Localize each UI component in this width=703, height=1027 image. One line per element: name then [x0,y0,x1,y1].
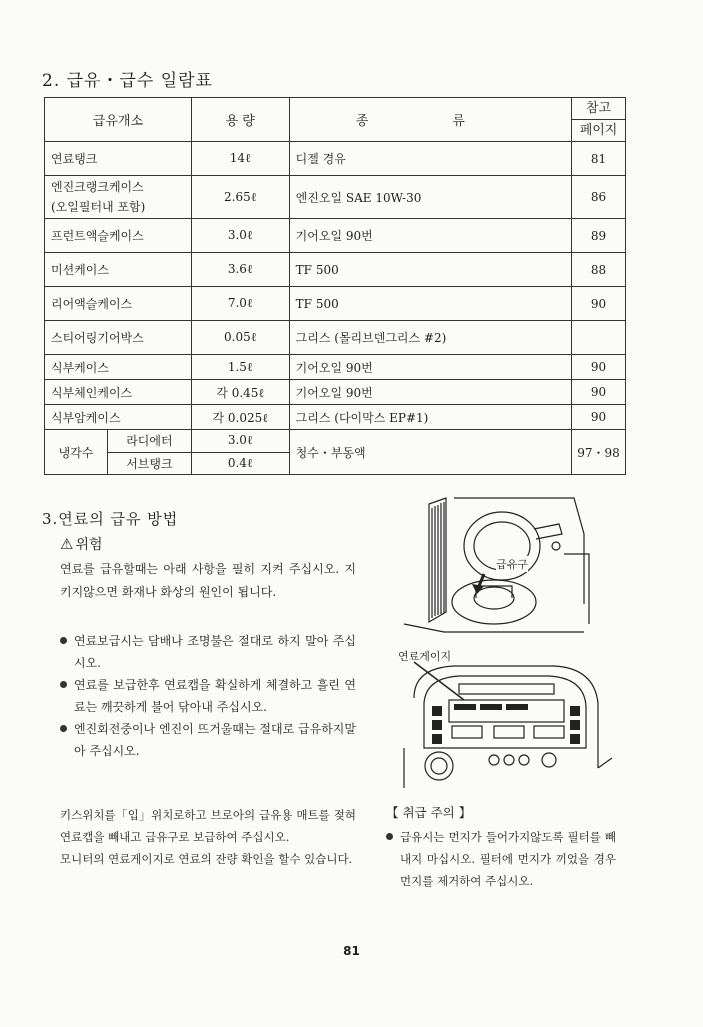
table-row [45,176,626,219]
table-row [45,287,626,321]
coolant-sub1: 라디에터 [108,430,191,453]
caution-list [386,826,616,892]
table-row [45,253,626,287]
cell-type: TF 500 [289,287,571,321]
cell-type: 디젤 경유 [289,142,571,176]
cell-type: 엔진오일 SAE 10W-30 [289,176,571,219]
list-item-text: 급유시는 먼지가 들어가지않도록 필터를 빼내지 마십시오. 필터에 먼지가 끼었을 경우 먼지를 제거하여 주십시오. [400,830,616,888]
list-item-text: 엔진회전중이나 엔진이 뜨거울때는 절대로 급유하지말아 주십시오. [74,722,356,758]
cell-location: 스티어링기어박스 [45,321,192,355]
header-ref-line1: 참고 [572,98,625,120]
cell-location: 연료탱크 [45,142,192,176]
cell-capacity: 각 0.025ℓ [191,405,289,430]
cell-capacity: 2.65ℓ [191,176,289,219]
fuel-gauge-label: 연료게이지 [398,650,452,663]
cell-location-line1: 엔진크랭크케이스 [51,180,144,194]
warning-triangle-icon: ⚠ [60,535,74,553]
table-row [45,355,626,380]
coolant-cap1: 3.0ℓ [192,430,289,453]
table-row-coolant [45,430,626,475]
cell-capacity: 1.5ℓ [191,355,289,380]
cell-coolant [45,430,192,475]
cell-page: 88 [572,253,626,287]
fuel-inlet-label: 급유구 [496,558,528,571]
cell-type: TF 500 [289,253,571,287]
list-item [60,718,356,762]
coolant-sub2: 서브탱크 [126,456,173,471]
header-ref-line2: 페이지 [579,123,618,138]
cell-capacity: 3.6ℓ [191,253,289,287]
cell-capacity: 14ℓ [191,142,289,176]
section-2-title: 2. 급유・급수 일람표 [42,71,213,91]
list-item [60,674,356,718]
fuel-instructions [60,804,356,870]
header-type: 종 류 [289,98,571,142]
list-item-text: 연료보급시는 담배나 조명불은 절대로 하지 말아 주십시오. [74,634,356,670]
cell-type: 청수・부동액 [289,430,571,475]
cell-location: 식부체인케이스 [45,380,192,405]
bullet-icon [60,637,67,644]
table-row [45,380,626,405]
page-number: 81 [343,944,360,958]
warning-title: 위험 [75,537,103,553]
table-header-row [45,98,626,142]
list-item [60,630,356,674]
table-row [45,142,626,176]
fuel-instructions-text-2: 모니터의 연료게이지로 연료의 잔량 확인을 할수 있습니다. [60,852,353,866]
warning-heading [60,534,103,554]
cell-coolant-capacity [191,430,289,475]
coolant-cap2: 0.4ℓ [227,455,253,470]
cell-location: 식부암케이스 [45,405,192,430]
cell-location: 미션케이스 [45,253,192,287]
cell-page: 90 [572,355,626,380]
cell-page: 89 [572,219,626,253]
fluid-capacity-table [44,97,626,475]
caution-heading: 【 취급 주의 】 [386,805,472,820]
cell-type: 그리스 (몰리브덴그리스 #2) [289,321,571,355]
cell-location: 리어액슬케이스 [45,287,192,321]
cell-page [572,321,626,355]
header-capacity: 용 량 [191,98,289,142]
coolant-label: 냉각수 [45,430,108,474]
cell-page: 90 [572,405,626,430]
list-item [386,826,616,892]
cell-page: 81 [572,142,626,176]
cell-page: 90 [572,380,626,405]
cell-location [45,176,192,219]
cell-page: 97・98 [572,430,626,475]
cell-type: 기어오일 90번 [289,219,571,253]
fuel-gauge-illustration [384,648,614,788]
cell-type: 그리스 (다이막스 EP#1) [289,405,571,430]
table-row [45,321,626,355]
fuel-inlet-illustration [384,494,599,636]
bullet-icon [60,681,67,688]
cell-page: 86 [572,176,626,219]
cell-capacity: 0.05ℓ [191,321,289,355]
section-3-title: 3.연료의 급유 방법 [42,510,179,528]
cell-location: 프런트액슬케이스 [45,219,192,253]
header-location: 급유개소 [45,98,192,142]
warning-list [60,630,356,762]
cell-location: 식부케이스 [45,355,192,380]
cell-type: 기어오일 90번 [289,380,571,405]
list-item-text: 연료를 보급한후 연료캡을 확실하게 체결하고 흘린 연료는 깨끗하게 불어 닦아내 주십시오. [74,678,356,714]
cell-capacity: 3.0ℓ [191,219,289,253]
warning-text: 연료를 급유할때는 아래 사항을 필히 지켜 주십시오. 지키지않으면 화재나 화상의 원인이 됩니다. [60,562,356,599]
table-row [45,219,626,253]
cell-type: 기어오일 90번 [289,355,571,380]
header-ref-page [572,98,626,142]
cell-capacity: 각 0.45ℓ [191,380,289,405]
cell-location-line2: (오일필터내 포함) [51,200,146,214]
bullet-icon [386,833,393,840]
table-row [45,405,626,430]
cell-page: 90 [572,287,626,321]
fuel-instructions-text-1: 키스위치를「입」위치로하고 브로아의 급유용 매트를 젖혀 연료캡을 빼내고 급유구로 보급하여 주십시오. [60,808,356,844]
cell-capacity: 7.0ℓ [191,287,289,321]
bullet-icon [60,725,67,732]
